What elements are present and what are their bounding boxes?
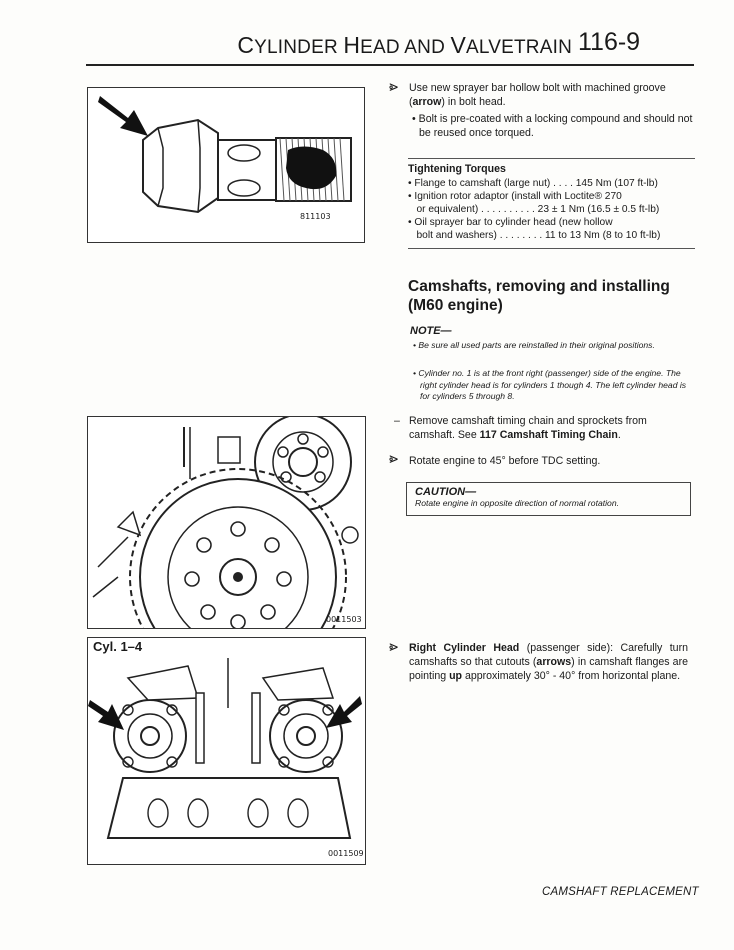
note-item: • Be sure all used parts are reinstalled in their original positions. <box>413 340 655 350</box>
figure-id-label: 811103 <box>300 212 331 221</box>
pointer-arrow-icon: ⩺ <box>389 638 399 655</box>
torque-line: or equivalent) . . . . . . . . . . 23 ± 1 Nm (16.5 ± 0.5 ft-lb) <box>408 204 660 215</box>
section-title: Camshafts, removing and installing (M60 engine) <box>408 278 670 314</box>
step-rotate-text: Rotate engine to 45° before TDC setting. <box>409 455 601 467</box>
page-footer: CAMSHAFT REPLACEMENT <box>542 886 699 898</box>
step-sprayer-text: Use new sprayer bar hollow bolt with machined groove (arrow) in bolt head. <box>409 82 666 108</box>
figure-hollow-bolt <box>87 87 365 243</box>
page-header-title: CYLINDER HEAD AND VALVETRAIN <box>237 32 572 58</box>
figure-right-cylinder-head <box>87 637 366 865</box>
torque-line: bolt and washers) . . . . . . . . 11 to 13 Nm (8 to 10 ft-lb) <box>408 230 661 241</box>
figure-timing-sprocket <box>87 416 366 629</box>
step-remove-dash: – <box>394 415 400 427</box>
caution-label: CAUTION— <box>415 486 477 498</box>
header-rule <box>86 64 694 66</box>
figure-label-cylinders: Cyl. 1–4 <box>93 639 143 654</box>
figure-id-label: 0011509 <box>328 849 364 858</box>
tightening-torques-box <box>408 158 695 249</box>
step-right-head-text: Right Cylinder Head (passenger side): Carefully turn camshafts so that cutouts (arrows) in camshaft flanges are pointing up approximately 30° - 40° from horizontal plane. <box>409 642 688 682</box>
pointer-arrow-icon: ⩺ <box>389 450 399 467</box>
pointer-arrow-icon: ⩺ <box>389 78 399 95</box>
caution-text: Rotate engine in opposite direction of normal rotation. <box>415 498 619 508</box>
note-label: NOTE— <box>410 325 452 337</box>
figure-id-label: 0011503 <box>326 615 362 624</box>
note-item: • Cylinder no. 1 is at the front right (passenger) side of the engine. The right cylinder head is for cylinders 1 though 4. The left cylinder head is for cylinders 5 through 8. <box>413 368 687 401</box>
torque-line: • Oil sprayer bar to cylinder head (new hollow <box>408 217 613 228</box>
page-number: 116-9 <box>578 28 641 56</box>
caution-box <box>406 482 691 516</box>
torque-line: • Flange to camshaft (large nut) . . . . 145 Nm (107 ft-lb) <box>408 178 658 189</box>
step-sprayer-bullet: • Bolt is pre-coated with a locking compound and should not be reused once torqued. <box>412 113 693 139</box>
torque-line: • Ignition rotor adaptor (install with Loctite® 270 <box>408 191 622 202</box>
step-remove-text: Remove camshaft timing chain and sprockets from camshaft. See 117 Camshaft Timing Chain. <box>409 415 647 441</box>
torques-title: Tightening Torques <box>408 163 506 175</box>
